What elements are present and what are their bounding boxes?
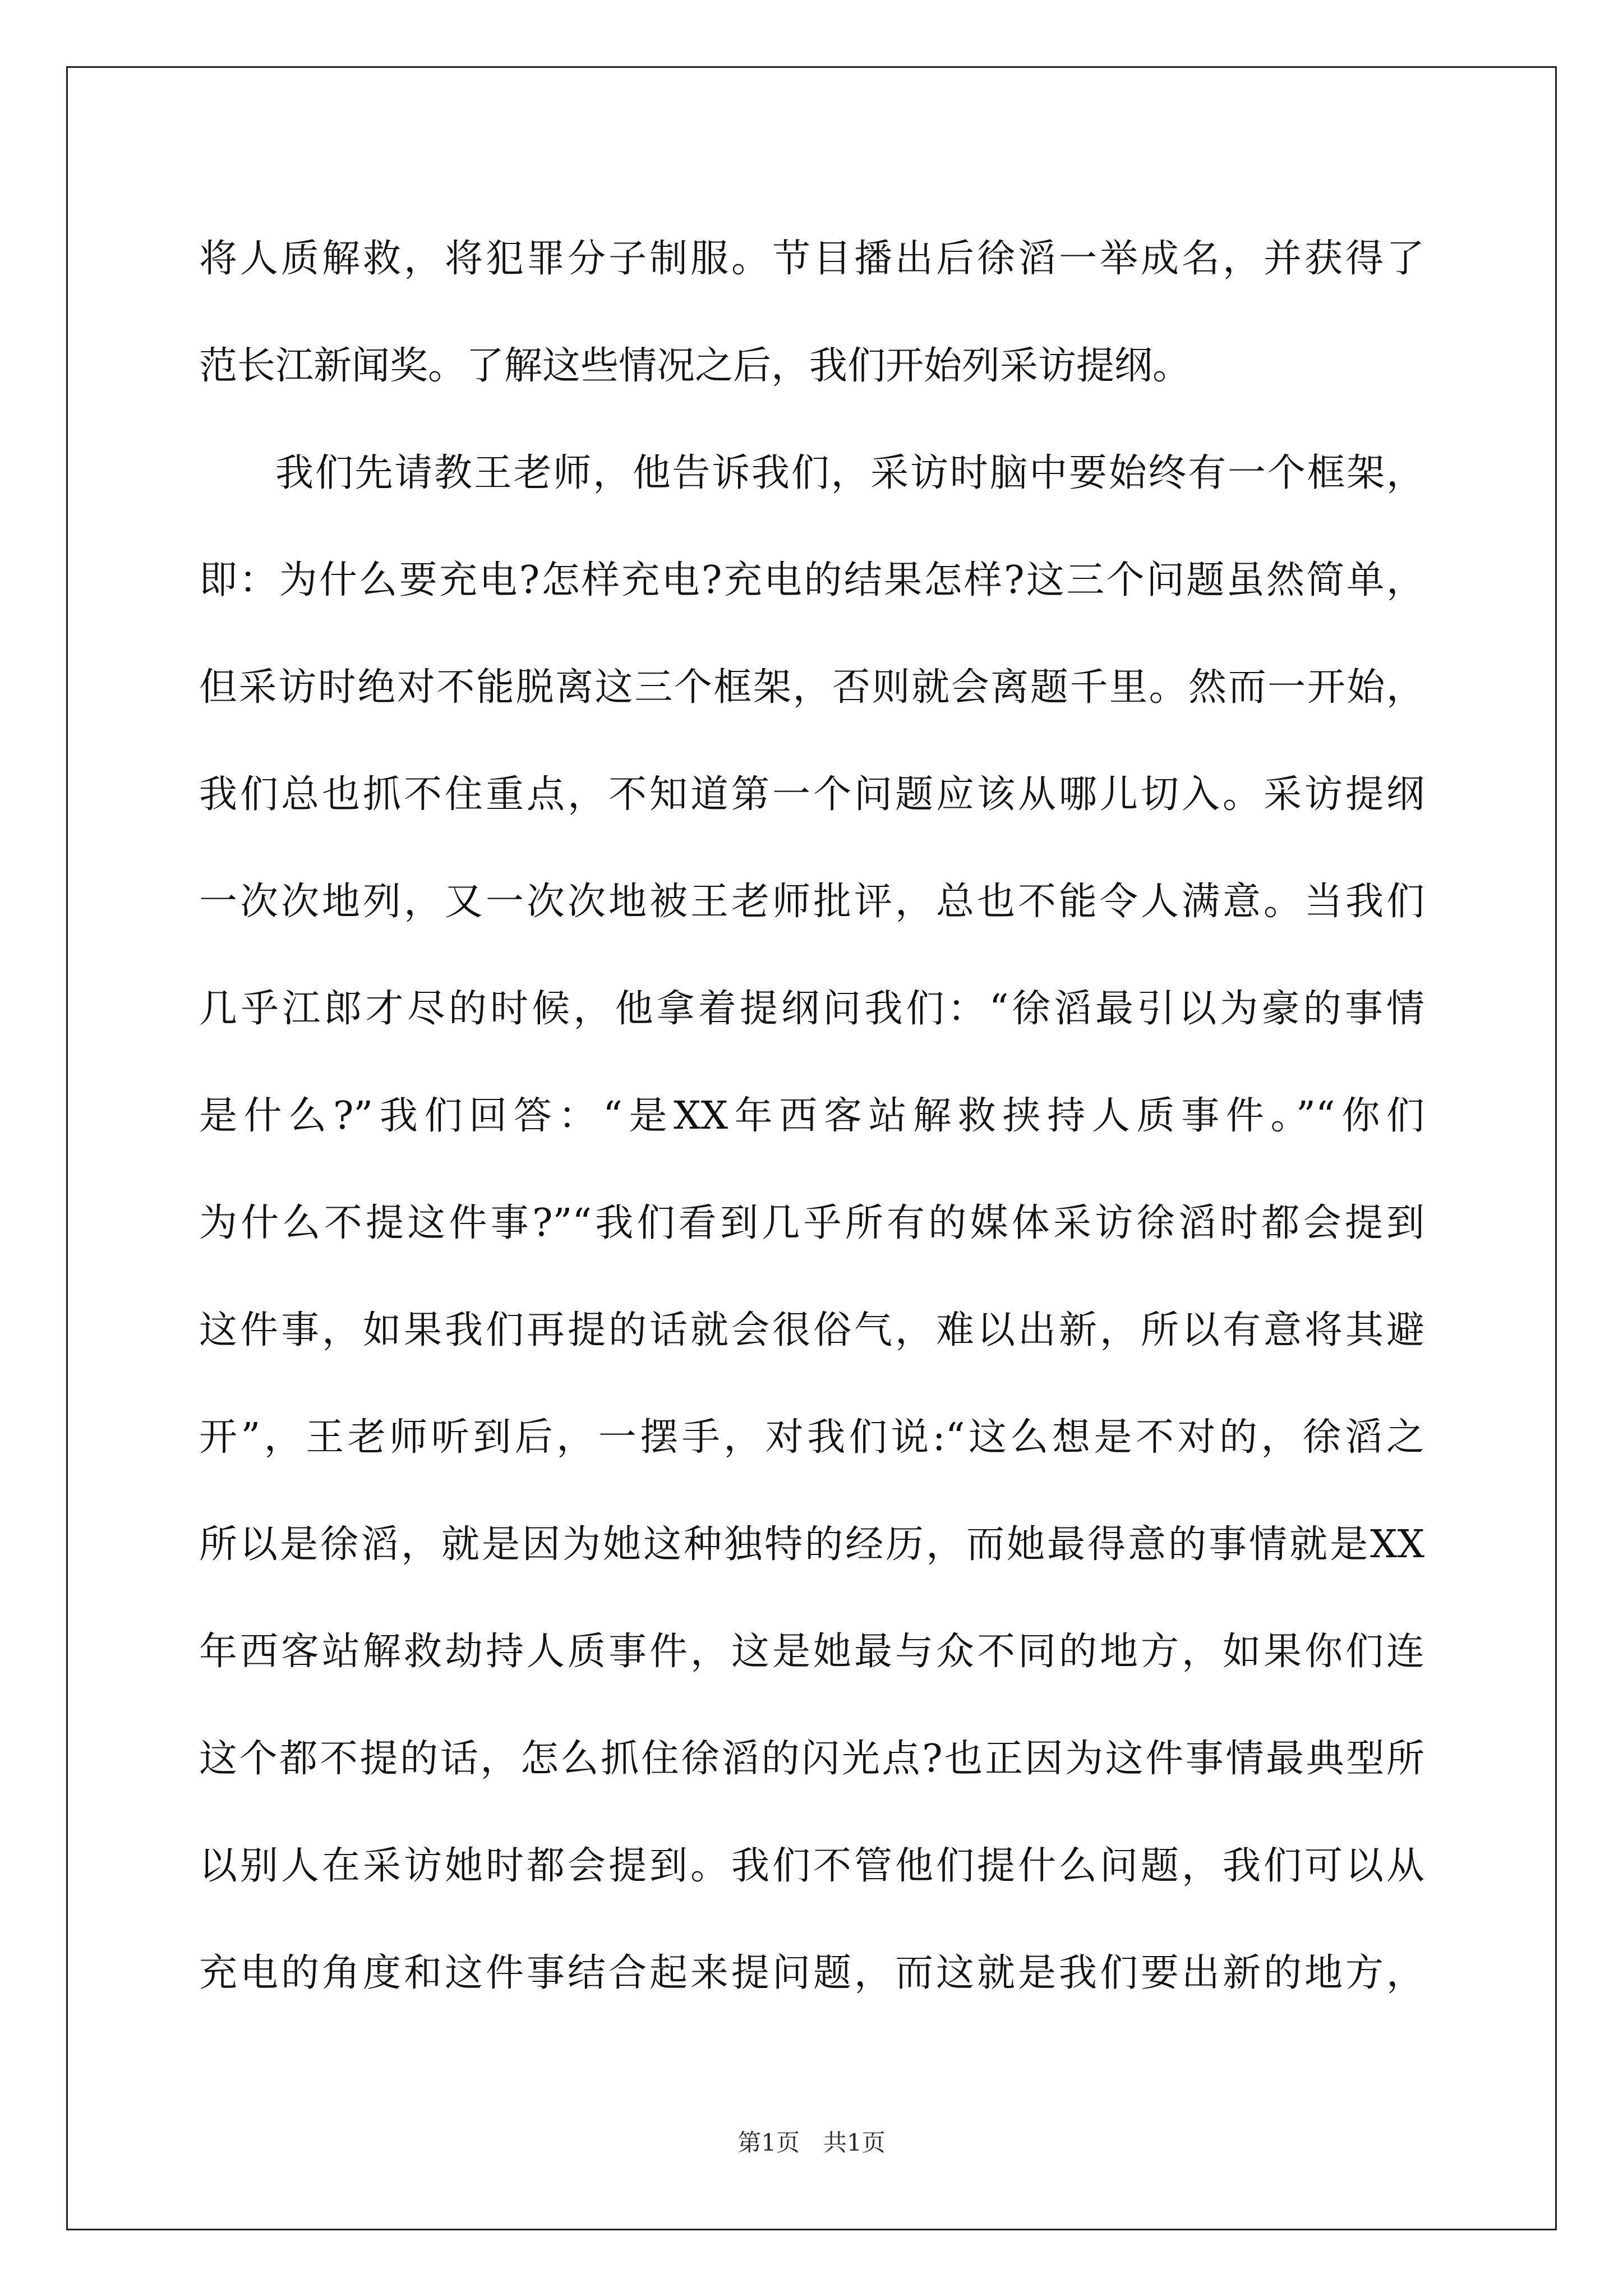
text-line: 年西客站解救劫持人质事件，这是她最与众不同的地方，如果你们连 <box>199 1630 1424 1674</box>
text-line: 这个都不提的话，怎么抓住徐滔的闪光点?也正因为这件事情最典型所 <box>199 1737 1424 1781</box>
text-line: 为什么不提这件事?”“我们看到几乎所有的媒体采访徐滔时都会提到 <box>199 1201 1424 1245</box>
text-line: 所以是徐滔，就是因为她这种独特的经历，而她最得意的事情就是XX <box>199 1522 1424 1567</box>
text-line: 将人质解救，将犯罪分子制服。节目播出后徐滔一举成名，并获得了 <box>199 237 1424 281</box>
text-line: 范长江新闻奖。了解这些情况之后，我们开始列采访提纲。 <box>199 344 1191 388</box>
text-line: 我们总也抓不住重点，不知道第一个问题应该从哪儿切入。采访提纲 <box>199 772 1424 817</box>
page-number-footer: 第1页 共1页 <box>737 2129 886 2156</box>
text-line: 即：为什么要充电?怎样充电?充电的结果怎样?这三个问题虽然简单， <box>199 558 1424 602</box>
text-line: 一次次地列，又一次次地被王老师批评，总也不能令人满意。当我们 <box>199 880 1424 924</box>
text-line: 是什么?”我们回答：“是XX年西客站解救挟持人质事件。”“你们 <box>199 1094 1424 1138</box>
document-body <box>199 205 1424 2027</box>
text-line: 开”，王老师听到后，一摆手，对我们说:“这么想是不对的，徐滔之 <box>199 1415 1424 1460</box>
text-line: 以别人在采访她时都会提到。我们不管他们提什么问题，我们可以从 <box>199 1844 1424 1888</box>
text-line: 这件事，如果我们再提的话就会很俗气，难以出新，所以有意将其避 <box>199 1308 1424 1352</box>
text-line: 几乎江郎才尽的时候，他拿着提纲问我们：“徐滔最引以为豪的事情 <box>199 987 1424 1031</box>
text-line: 我们先请教王老师，他告诉我们，采访时脑中要始终有一个框架， <box>275 451 1424 495</box>
text-line: 但采访时绝对不能脱离这三个框架，否则就会离题千里。然而一开始， <box>199 665 1424 710</box>
text-line: 充电的角度和这件事结合起来提问题，而这就是我们要出新的地方， <box>199 1951 1424 1995</box>
